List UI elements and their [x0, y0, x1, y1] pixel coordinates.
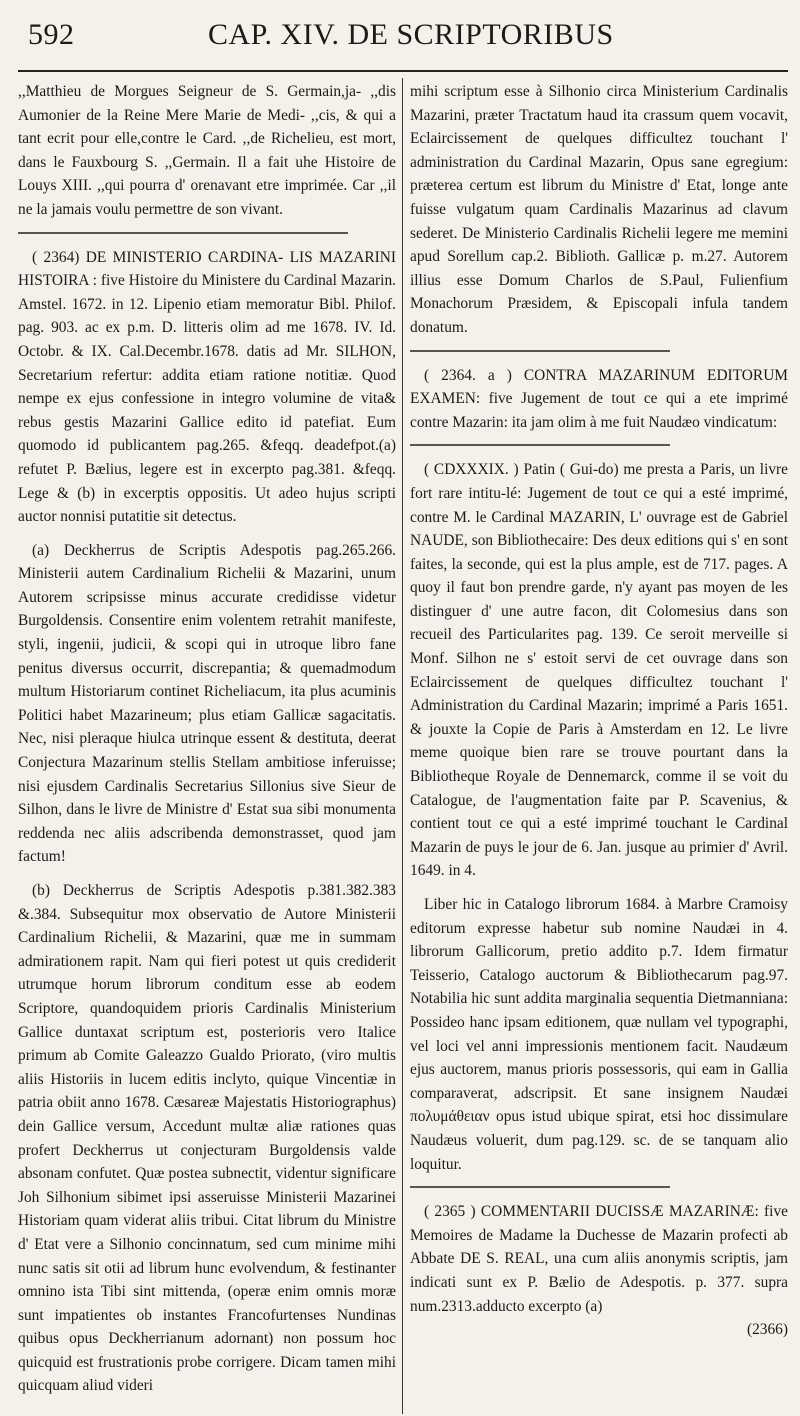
- footnote-b: (b) Deckherrus de Scriptis Adespotis p.381.382.383 &.384. Subsequitur mox observatio de Autore Ministerii Cardinalium Richelii, & Mazarini, quæ me in summam admirationem rapit. Nam qui fieri potest ut quis crediderit utrumque horum librorum conditum esse ab eodem Scriptore, quandoquidem prioris Cardinalis Ministerium Gallice duntaxat scriptum est, posterioris vero Italice primum ab Comite Galeazzo Gualdo Priorato, (viro multis aliis Historiis in lucem editis inclyto, quique Vincentiæ in patria obiit anno 1678. Cæsareæ Majestatis Historiographus) dein Gallice versum, Accedunt multæ aliæ rationes quas profert Deckherrus ut conjecturam Burgoldensis valde absonam confutet. Quæ postea subnectit, videntur significare Joh Silhonium sibimet ipsi asseruisse Ministerii Mazarinei Historiam quam viderat aliis tribui. Citat librum du Ministre d' Etat vere a Silhonio concinnatum, sed cum minime mihi nunc satis sit otii ad librum hunc evolvendum, & festinanter omnino ista Tibi sint mittenda, (operæ enim omnis moræ sunt impatientes ob instantes Francofurtenses Nundinas quibus opus Deckherrianum adornant) non possum hoc quicquid est frustrationis probe corrigere. Dicam tamen mihi quicquam aliud videri: [18, 882, 396, 1395]
- left-column: [18, 80, 396, 1410]
- liber-note: Liber hic in Catalogo librorum 1684. à Marbre Cramoisy editorum expresse habetur sub nomine Naudæi in 4. librorum Gallicorum, pretio addito p.7. Idem firmatur Teisserio, Catalogo auctorum & Bibliothecarum pag.97. Notabilia hic sunt addita marginalia sequentia Dietmanniana: Possideo hanc ipsam editionem, quæ nullam vel typographi, vel loci vel anni impressionis mentionem facit. Naudæum ejus auctorem, manus prioris possessoris, qui eam in Gallia comparaverat, adscripsit. Et sane insignem Naudæi πολυμάθειαν opus istud ubique spirat, etsi hoc dissimulare Naudæus voluerit, dum pag.129. sc. de se tanquam alio loquitur.: [410, 896, 788, 1173]
- quote-paragraph: ,,Matthieu de Morgues Seigneur de S. Germain,ja- ,,dis Aumonier de la Reine Mere Marie de Medi- ,,cis, & qui a tant ecrit pour elle,contre le Card. ,,de Richelieu, est mort, dans le Fauxbourg S. ,,Germain. Il a fait uhe Histoire de Louys XIII. ,,qui pourra d' orenavant etre imprimée. Car ,,il ne la jamais voulu permettre de son vivant.: [18, 83, 396, 218]
- continuation-paragraph: mihi scriptum esse à Silhonio circa Ministerium Cardinalis Mazarini, præter Tractatum haud ita crassum quem vocavit, Eclaircissement de quelques difficultez touchant l' administration du Cardinal Mazarin, Opus sane egregium: præterea certum est librum du Ministre d' Etat, longe ante fuisse vulgatum quam Cardinalis Mazarinus ad clavum sederet. De Ministerio Cardinalis Richelii legere me memini apud Sorellum cap.2. Biblioth. Gallicæ p. m.27. Autorem illius esse Domum Charlos de S.Paul, Fulienfium Monachorum Præsidem, & Episcopali infula tandem donatum.: [410, 83, 788, 336]
- column-divider: [402, 78, 403, 1414]
- entry-2364a: ( 2364. a ) CONTRA MAZARINUM EDITORUM EXAMEN: five Jugement de tout ce qui a ete imprimé contre Mazarin: ita jam olim à me fuit Naudæo vindicatum:: [410, 366, 788, 431]
- footnote-a: (a) Deckherrus de Scriptis Adespotis pag.265.266. Ministerii autem Cardinalium Richelii & Mazarini, unum Autorem scripsisse minus accurate credidisse videtur Burgoldensis. Consentire enim volentem retrahit manifeste, styli, ingenii, judicii, & scopi qui in utroque libro fane penitus diversus occurrit, discrepantia; & quemadmodum multum Historiarum continet Richeliacum, ita plus acuminis Politici habet Mazarineum; plus etiam Gallicæ sagacitatis. Nec, nisi pleraque hiulca utrinque essent & destituta, deerat Conjectura Mazarinum stellis Stellam ambitiose inferuisse; nisi ejusdem Cardinalis Secretarius Sillonius sive Sieur de Silhon, dans le livre de Ministre d' Estat sua sibi monumenta reddenda nec aliis adscribenda demonstrasset, quod jam factum!: [18, 541, 396, 866]
- entry-2365: ( 2365 ) COMMENTARII DUCISSÆ MAZARINÆ: five Memoires de Madame la Duchesse de Mazarin profecti ab Abbate DE S. REAL, una cum aliis anonymis scriptis, jam indicati sunt ex P. Bælio de Adespotis. p. 377. supra num.2313.adducto excerpto (a): [410, 1203, 788, 1315]
- entry-cdxxxix: ( CDXXXIX. ) Patin ( Gui-do) me presta a Paris, un livre fort rare intitu-lé: Jugement de tout ce qui a esté imprimé, contre M. le Cardinal MAZARIN, L' ouvrage est de Gabriel NAUDE, son Bibliothecaire: Des deux editions qui s' en sont faites, la seconde, qui est la plus ample, est de 717. pages. A quoy il faut bon prendre garde, n'y ayant pas moyen de les distinguer d' une autre facon, dit Colomesius dans son recueil des Particularites pag. 139. Ce seroit merveille si Monf. Silhon ne s' estoit servi de cet ouvrage dans son Eclaircissement de quelques difficultez touchant l' Administration du Cardinal Mazarin; imprimé a Paris 1651. & jouxte la Copie de Paris à Amsterdam en 12. Le livre meme quoique bien rare se trouve pourtant dans la Bibliotheque Royale de Dennemarck, comme il se voit du Catalogue, de l'augmentation faite par P. Scavenius, & contient tout ce qui a esté imprimé touchant le Cardinal Mazarin de puys le jour de 6. Jan. jusque au primier d' Avril. 1649. in 4.: [410, 461, 788, 880]
- section-separator: [18, 232, 348, 234]
- entry-2364: ( 2364) DE MINISTERIO CARDINA- LIS MAZARINI HISTOIRA : five Histoire du Ministere du Cardinal Mazarin. Amstel. 1672. in 12. Lipenio etiam memoratur Bibl. Philof. pag. 903. ac ex p.m. D. litteris olim ad me 1678. IV. Id. Octobr. & IX. Cal.Decembr.1678. datis ad Mr. SILHON, Secretarium refertur: addita etiam ratione notitiæ. Quod nempe ex ejus confessione in integro volumine de vita& rebus gestis Mazarini Gallice edito id patefiat. Eum quomodo id publicantem pag.265. &feqq. deadefpot.(a) refutet P. Bælius, legere est in excerpto pag.381. &feqq. Lege & (b) in excerptis oppositis. Ut adeo hujus scripti auctor nonnisi putatitie sit detectus.: [18, 248, 396, 526]
- page-number: 592: [28, 18, 75, 51]
- running-title: CAP. XIV. DE SCRIPTORIBUS: [208, 18, 614, 51]
- section-separator: [410, 1186, 670, 1188]
- page: [18, 0, 788, 1416]
- section-separator: [410, 444, 670, 446]
- catchword: (2366): [746, 1321, 788, 1339]
- header-rule: [18, 70, 788, 72]
- page-header: [18, 10, 788, 74]
- section-separator: [410, 350, 670, 352]
- right-column: [410, 80, 788, 1410]
